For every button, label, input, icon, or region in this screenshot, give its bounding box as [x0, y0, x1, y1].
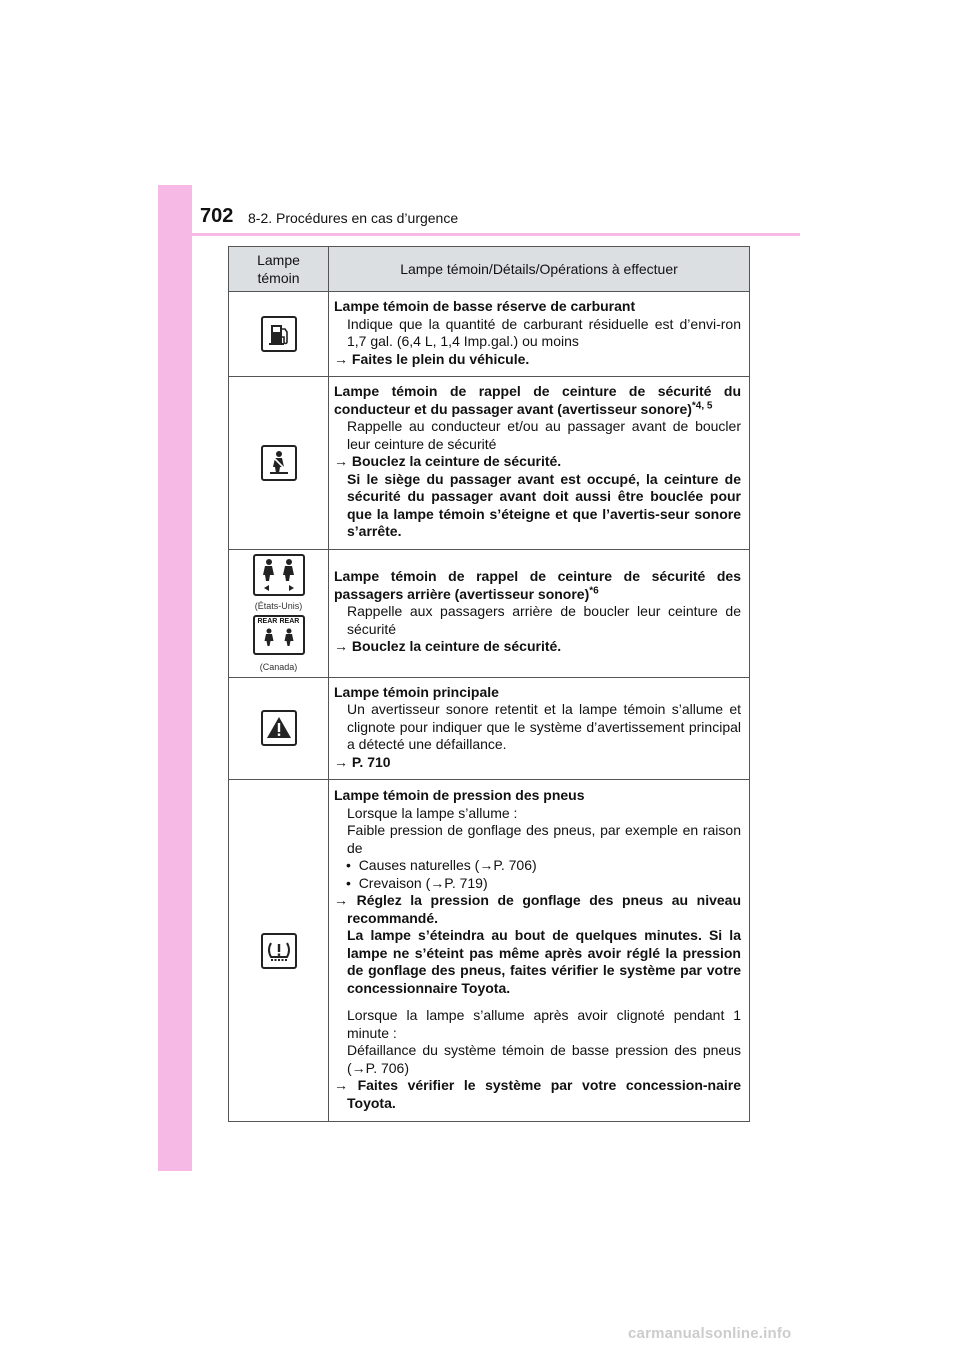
header-rule [158, 233, 800, 236]
row-action [334, 638, 741, 656]
row-action [334, 351, 741, 369]
bullet-text: Crevaison ( [358, 874, 431, 891]
bullet-symbol: • [346, 874, 351, 891]
icon-cell [229, 292, 329, 377]
arrow-symbol: → [334, 638, 348, 655]
row-title-text: Lampe témoin de rappel de ceinture de sécurité du conducteur et du passager avant (avertisseur sonore) [334, 383, 741, 417]
table-header-row [229, 247, 750, 292]
row-action [334, 453, 741, 471]
arrow-symbol: → [334, 350, 348, 367]
row-action [334, 754, 741, 772]
arrow-symbol: → [479, 857, 494, 873]
bullet-symbol: • [346, 857, 351, 873]
row-action-text: Bouclez la ceinture de sécurité. [351, 638, 562, 655]
table-row [229, 780, 750, 1122]
details-cell [329, 377, 750, 550]
arrow-symbol: → [334, 1077, 348, 1093]
bullet-ref: P. 719) [444, 874, 488, 891]
row-title: Lampe témoin de pression des pneus [334, 787, 585, 803]
row-action-text: Faites le plein du véhicule. [351, 350, 530, 367]
row-desc: Un avertisseur sonore retentit et la lampe témoin s’allume et clignote pour indiquer que le système d’avertissement principal a détecté une défaillance. [347, 701, 741, 752]
row-title [334, 568, 741, 603]
rear-text-right: REAR [279, 617, 300, 625]
row-action-text: Faites vérifier le système par votre concession-naire Toyota. [347, 1077, 742, 1111]
icon-cell [229, 549, 329, 677]
page-number: 702 [200, 205, 234, 227]
icon-cell [229, 677, 329, 780]
arrow-symbol: → [334, 892, 348, 908]
details-cell [329, 677, 750, 780]
spacer [334, 997, 741, 1007]
details-cell [329, 292, 750, 377]
header-lamp-label: Lampe témoin [257, 252, 300, 286]
row-action-text: P. 710 [351, 753, 391, 770]
tire-pressure-icon [261, 933, 297, 969]
row-action [334, 892, 741, 927]
bullet-ref: P. 706) [493, 857, 537, 873]
row-desc: Rappelle aux passagers arrière de boucler leur ceinture de sécurité [347, 603, 741, 637]
row-action-more: La lampe s’éteindra au bout de quelques minutes. Si la lampe ne s’éteint pas même après avoir réglé la pression de gonflage des pneus, faites vérifier le système par votre concessionnaire Toyota. [347, 927, 741, 996]
row-action [334, 1077, 741, 1112]
row-desc: Indique que la quantité de carburant résiduelle est d’envi-ron 1,7 gal. (6,4 L, 1,4 Imp.gal.) ou moins [347, 315, 741, 349]
table-row [229, 549, 750, 677]
bullet-natural [334, 857, 741, 875]
row-action-more: Si le siège du passager avant est occupé, la ceinture de sécurité du passager avant doit aussi être bouclée pour que la lampe témoin s’éteigne et que l’avertis-seur sonore s’arrête. [347, 470, 741, 539]
arrow-symbol: → [430, 874, 445, 891]
bullet-text: Causes naturelles ( [358, 857, 480, 873]
icon-cell [229, 780, 329, 1122]
header-lamp [229, 247, 329, 292]
row-cause-2-text: Défaillance du système témoin de basse pression des pneus ( [347, 1042, 741, 1076]
row-cause-1: Faible pression de gonflage des pneus, par exemple en raison de [347, 822, 741, 856]
rear-text-left: REAR [257, 617, 278, 625]
row-title [334, 383, 741, 418]
row-title: Lampe témoin principale [334, 683, 499, 700]
footnote-ref: *4, 5 [691, 399, 713, 411]
icon-label-usa: (États-Unis) [254, 600, 303, 611]
row-title-text: Lampe témoin de rappel de ceinture de sécurité des passagers arrière (avertisseur sonore) [334, 568, 741, 602]
header-details: Lampe témoin/Détails/Opérations à effectuer [329, 247, 750, 292]
bullet-puncture [334, 875, 741, 893]
fuel-pump-icon [261, 316, 297, 352]
warning-lights-table [228, 246, 750, 1122]
row-when-2: Lorsque la lampe s’allume après avoir clignoté pendant 1 minute : [347, 1007, 741, 1041]
details-cell [329, 549, 750, 677]
seatbelt-icon [261, 445, 297, 481]
details-cell [329, 780, 750, 1122]
arrow-symbol: → [334, 453, 348, 469]
side-tab [158, 185, 192, 1171]
watermark: carmanualsonline.info [628, 1325, 792, 1342]
warning-triangle-icon [261, 710, 297, 746]
table-row [229, 677, 750, 780]
row-action-text: Réglez la pression de gonflage des pneus au niveau recommandé. [347, 892, 742, 926]
footnote-ref: *6 [589, 585, 599, 597]
icon-label-canada: (Canada) [259, 661, 298, 672]
row-desc: Rappelle au conducteur et/ou au passager avant de boucler leur ceinture de sécurité [347, 418, 741, 452]
rear-seatbelt-canada-icon [253, 615, 305, 655]
table-row [229, 292, 750, 377]
row-when-1: Lorsque la lampe s’allume : [347, 804, 518, 821]
icon-cell [229, 377, 329, 550]
row-action-text: Bouclez la ceinture de sécurité. [351, 453, 562, 469]
table-row [229, 377, 750, 550]
rear-seatbelt-icon [253, 554, 305, 596]
row-title: Lampe témoin de basse réserve de carburant [334, 298, 636, 314]
arrow-symbol: → [351, 1059, 366, 1076]
arrow-symbol: → [334, 753, 348, 770]
row-cause-2-ref: P. 706) [365, 1059, 410, 1076]
row-cause-2 [334, 1042, 741, 1077]
section-title: 8-2. Procédures en cas d’urgence [248, 210, 459, 226]
